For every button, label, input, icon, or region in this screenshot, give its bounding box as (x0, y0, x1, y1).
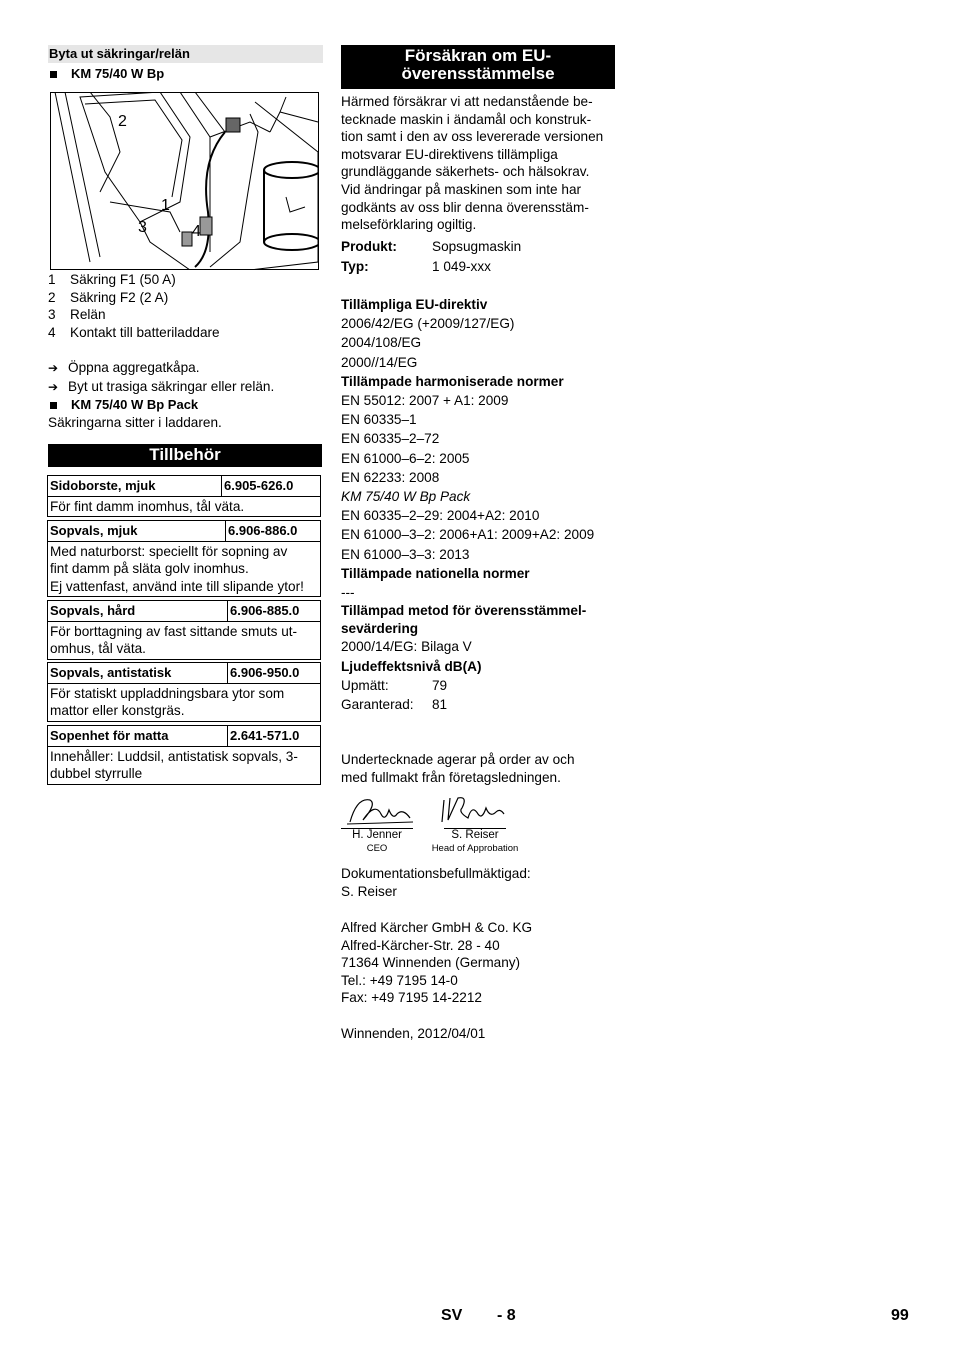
model-line-2: KM 75/40 W Bp Pack (48, 396, 322, 414)
footer-lang: SV (441, 1307, 463, 1324)
fuse-note: Säkringarna sitter i laddaren. (48, 414, 222, 430)
signer-1: H. Jenner CEO (341, 828, 413, 855)
table-row: Sopvals, hård 6.906-885.0 (48, 601, 321, 622)
table-row: Sopvals, mjuk 6.906-886.0 (48, 521, 321, 542)
signed-text: Undertecknade agerar på order av och med fullmakt från företagsledningen. (341, 752, 575, 785)
doc-representative: Dokumentationsbefullmäktigad: S. Reiser (341, 866, 531, 899)
model-line-1: KM 75/40 W Bp (48, 65, 322, 83)
figure-label-4: 4 (192, 223, 201, 240)
norms-block: Tillämpliga EU-direktiv 2006/42/EG (+2009/127/EG) 2004/108/EG 2000//14/EG Tillämpade harmoniserade normer EN 55012: 2007 + A1: 2009 EN 60335–1 EN 60335–2–72 EN 61000–6–2: 2005 EN 62233: 2008 KM 75/40 W Bp Pack EN 60335–2–29: 2004+A2: 2010 EN 61000–3–2: 2006+A1: 2009+A2: 2009 EN 61000–3–3: 2013 Tillämpade nationella normer --- Tillämpad metod för överensstämmel- sevärdering 2000/14/EG: Bilaga V Ljudeffektsnivå dB(A) Upmätt: 79 Garanterad: 81 (341, 295, 615, 714)
fuse-steps (48, 359, 322, 431)
figure-label-3: 3 (138, 219, 147, 236)
measured-row: Upmätt: 79 (341, 677, 448, 693)
signature-jenner (345, 792, 415, 828)
accessories-table (47, 475, 321, 517)
legend-item: 3 Relän (48, 307, 106, 323)
method-heading: Tillämpad metod för överensstämmel- sevärdering (341, 603, 587, 636)
pack-label: KM 75/40 W Bp Pack (341, 489, 471, 505)
product-row: Produkt: Sopsugmaskin (341, 239, 522, 254)
table-row: Med naturborst: speciellt för sopning av fint damm på släta golv inomhus. Ej vattenfast, använd inte till slipande ytor! (48, 541, 321, 597)
directives-heading: Tillämpliga EU-direktiv (341, 297, 488, 312)
declaration-intro: Härmed försäkrar vi att nedanstående be- tecknade maskin i ändamål och konstruk- tion samt i den av oss levererade versionen motsvarar EU-direktivens tillämpliga grundläggande säkerhets- och hälsokrav. Vid ändringar på maskinen som inte har godkänts av oss blir denna överensstäm- melseförklaring ogiltig. (341, 94, 604, 233)
table-row: Sidoborste, mjuk 6.905-626.0 (48, 476, 321, 497)
legend-item: 1 Säkring F1 (50 A) (48, 272, 176, 287)
legend-item: 2 Säkring F2 (2 A) (48, 289, 169, 305)
footer-section: - 8 (497, 1307, 516, 1324)
table-row: För fint damm inomhus, tål väta. (48, 496, 321, 517)
accessories-table (47, 662, 321, 722)
accessories-table (47, 520, 321, 597)
harmonised-heading: Tillämpade harmoniserade normer (341, 373, 564, 389)
fuse-legend (48, 271, 322, 341)
legend-item: 4 Kontakt till batteriladdare (48, 324, 220, 340)
type-row: Typ: 1 049-xxx (341, 258, 491, 274)
guaranteed-row: Garanterad: 81 (341, 697, 448, 713)
square-bullet-icon (50, 402, 57, 409)
product-info (341, 237, 615, 276)
table-row: Innehåller: Luddsil, antistatisk sopvals, 3- dubbel styrrulle (48, 746, 321, 784)
arrow-right-icon: ➔ (48, 379, 59, 394)
accessories-table (47, 725, 321, 785)
arrow-right-icon: ➔ (48, 361, 59, 375)
step-item: ➔ Byt ut trasiga säkringar eller relän. (48, 378, 322, 397)
company-address: Alfred Kärcher GmbH & Co. KG Alfred-Kärcher-Str. 28 - 40 71364 Winnenden (Germany) Tel.: +49 7195 14-0 Fax: +49 7195 14-2212 (341, 920, 533, 1006)
signature-reiser (438, 794, 508, 828)
footer-page-number: 99 (891, 1307, 909, 1324)
date-place: Winnenden, 2012/04/01 (341, 1026, 486, 1041)
national-heading: Tillämpade nationella normer (341, 565, 530, 581)
table-row: För borttagning av fast sittande smuts ut- omhus, tål väta. (48, 621, 321, 659)
figure-label-2: 2 (118, 113, 127, 130)
accessories-title: Tillbehör (48, 444, 322, 467)
fuse-heading: Byta ut säkringar/relän (48, 45, 323, 63)
table-row: Sopvals, antistatisk 6.906-950.0 (48, 663, 321, 684)
noise-heading: Ljudeffektsnivå dB(A) (341, 658, 482, 674)
step-item: ➔ Öppna aggregatkåpa. (48, 359, 322, 378)
fuse-box-illustration (50, 92, 319, 270)
table-row: Sopenhet för matta 2.641-571.0 (48, 726, 321, 747)
declaration-title: Försäkran om EU- överensstämmelse (341, 45, 615, 89)
table-row: För statiskt uppladdningsbara ytor som mattor eller konstgräs. (48, 683, 321, 721)
figure-label-1: 1 (161, 197, 170, 214)
signer-2: S. Reiser Head of Approbation (431, 829, 519, 854)
accessories-table (47, 600, 321, 660)
square-bullet-icon (50, 71, 57, 78)
